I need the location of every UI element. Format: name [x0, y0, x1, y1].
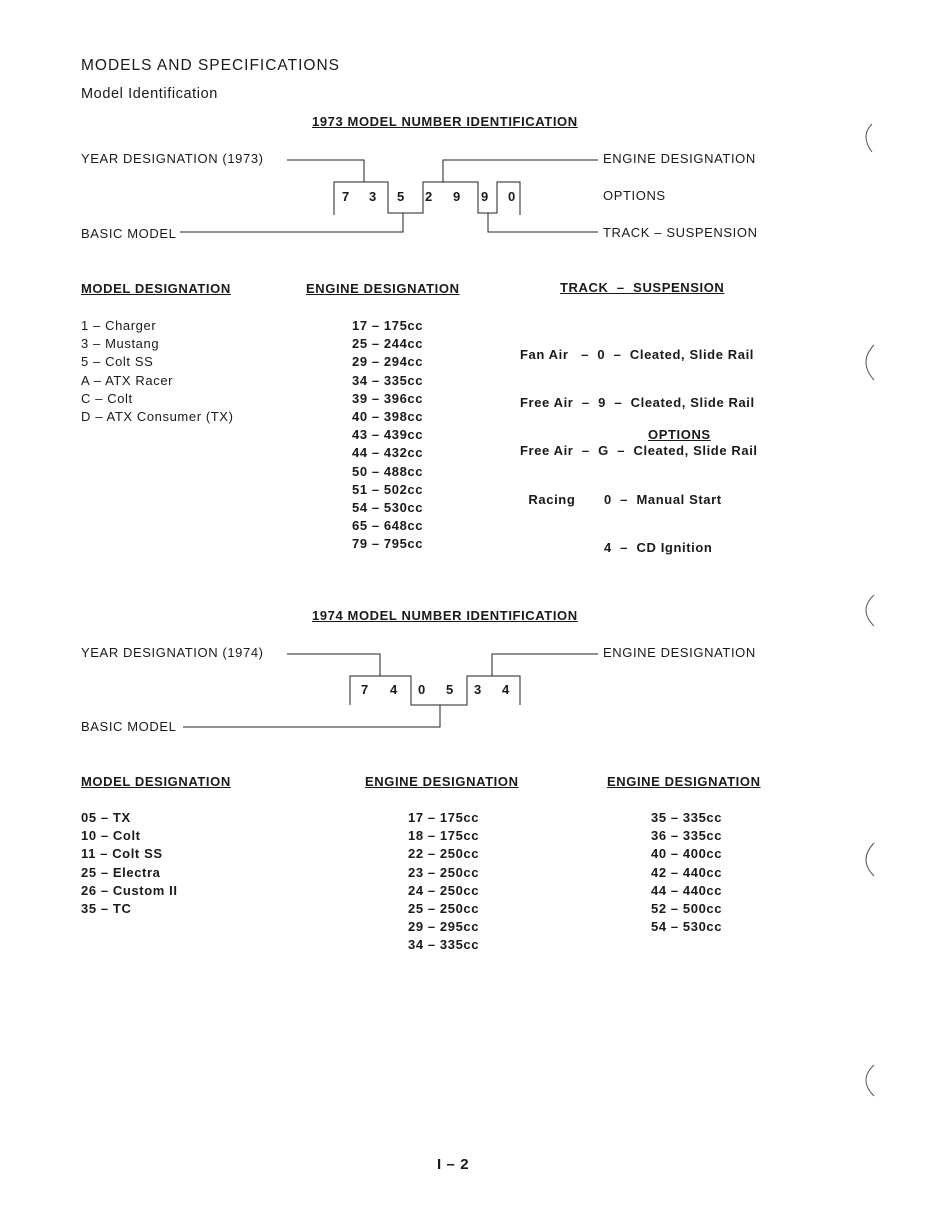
engine-list-1974-a — [408, 809, 479, 955]
list-item: 65 – 648cc — [352, 518, 424, 534]
list-item: 54 – 530cc — [651, 919, 723, 935]
options-label-1973: OPTIONS — [603, 188, 666, 203]
digit: 0 — [508, 189, 516, 204]
year-label-1973: YEAR DESIGNATION (1973) — [81, 151, 264, 166]
model-designation-header-1974: MODEL DESIGNATION — [81, 774, 231, 789]
list-item: 35 – 335cc — [651, 810, 723, 825]
engine-label-1974: ENGINE DESIGNATION — [603, 645, 756, 660]
list-item: 11 – Colt SS — [81, 846, 163, 862]
model-designation-header-1973: MODEL DESIGNATION — [81, 281, 231, 296]
list-item: 44 – 432cc — [352, 445, 424, 461]
digit: 4 — [502, 682, 510, 697]
list-item: Racing — [520, 491, 576, 507]
list-item: 24 – 250cc — [408, 882, 480, 898]
list-item: 29 – 295cc — [408, 919, 480, 935]
list-item: 1 – Charger — [81, 318, 157, 333]
list-item: 42 – 440cc — [651, 864, 723, 880]
track-suspension-header-1973: TRACK – SUSPENSION — [560, 280, 725, 295]
list-item: 18 – 175cc — [408, 828, 480, 844]
digit: 4 — [390, 682, 398, 697]
basic-model-label-1974: BASIC MODEL — [81, 719, 177, 734]
list-item: 17 – 175cc — [408, 810, 480, 825]
list-item: 4 – CD Ignition — [604, 540, 713, 556]
engine-designation-header-1974-b: ENGINE DESIGNATION — [607, 774, 761, 789]
list-item: 52 – 500cc — [651, 900, 723, 916]
diagram-1973-title: 1973 MODEL NUMBER IDENTIFICATION — [312, 114, 578, 129]
list-item: 25 – Electra — [81, 864, 161, 880]
options-list-1973 — [604, 461, 722, 587]
list-item: 25 – 244cc — [352, 336, 424, 352]
list-item: C – Colt — [81, 390, 133, 406]
list-item: 22 – 250cc — [408, 846, 480, 862]
list-item: 54 – 530cc — [352, 499, 424, 515]
digit: 7 — [361, 682, 369, 697]
track-label-1973: TRACK – SUSPENSION — [603, 225, 758, 240]
engine-label-1973: ENGINE DESIGNATION — [603, 151, 756, 166]
list-item: 44 – 440cc — [651, 882, 723, 898]
list-item: 26 – Custom II — [81, 882, 178, 898]
list-item: 23 – 250cc — [408, 864, 480, 880]
list-item: D – ATX Consumer (TX) — [81, 408, 234, 424]
year-label-1974: YEAR DESIGNATION (1974) — [81, 645, 264, 660]
list-item: 36 – 335cc — [651, 828, 723, 844]
list-item: 25 – 250cc — [408, 900, 480, 916]
model-list-1974 — [81, 809, 178, 918]
digit: 3 — [369, 189, 377, 204]
list-item: 34 – 335cc — [352, 372, 424, 388]
list-item: 50 – 488cc — [352, 463, 424, 479]
list-item: 35 – TC — [81, 900, 132, 916]
binder-hole-marks — [866, 124, 874, 1096]
list-item: 43 – 439cc — [352, 427, 424, 443]
list-item: 05 – TX — [81, 810, 131, 825]
list-item: Fan Air – 0 – Cleated, Slide Rail — [520, 347, 754, 362]
list-item: 79 – 795cc — [352, 536, 424, 552]
engine-designation-header-1973: ENGINE DESIGNATION — [306, 281, 460, 296]
digit: 0 — [418, 682, 426, 697]
list-item: 5 – Colt SS — [81, 354, 154, 370]
section-title: MODELS AND SPECIFICATIONS — [81, 57, 340, 74]
list-item: 34 – 335cc — [408, 937, 480, 953]
digit: 5 — [446, 682, 454, 697]
list-item: 29 – 294cc — [352, 354, 424, 370]
digit: 9 — [481, 189, 489, 204]
basic-model-label-1973: BASIC MODEL — [81, 226, 177, 241]
engine-list-1973 — [352, 317, 423, 553]
list-item: 39 – 396cc — [352, 390, 424, 406]
subsection-title: Model Identification — [81, 86, 218, 102]
list-item: 40 – 398cc — [352, 408, 424, 424]
diagram-1974-title: 1974 MODEL NUMBER IDENTIFICATION — [312, 608, 578, 623]
digit: 9 — [453, 189, 461, 204]
model-list-1973 — [81, 317, 234, 426]
page-number: I – 2 — [437, 1156, 470, 1173]
list-item: 17 – 175cc — [352, 318, 424, 333]
list-item: Free Air – 9 – Cleated, Slide Rail — [520, 395, 755, 411]
list-item: 3 – Mustang — [81, 336, 160, 352]
list-item: Free Air – G – Cleated, Slide Rail — [520, 443, 758, 459]
list-item: A – ATX Racer — [81, 372, 174, 388]
list-item: 51 – 502cc — [352, 481, 424, 497]
list-item: 40 – 400cc — [651, 846, 723, 862]
engine-designation-header-1974-a: ENGINE DESIGNATION — [365, 774, 519, 789]
list-item: 10 – Colt — [81, 828, 141, 844]
digit: 5 — [397, 189, 405, 204]
list-item: 0 – Manual Start — [604, 492, 722, 507]
digit: 3 — [474, 682, 482, 697]
options-header-1973: OPTIONS — [648, 427, 711, 442]
engine-list-1974-b — [651, 809, 722, 936]
digit: 2 — [425, 189, 433, 204]
digit: 7 — [342, 189, 350, 204]
